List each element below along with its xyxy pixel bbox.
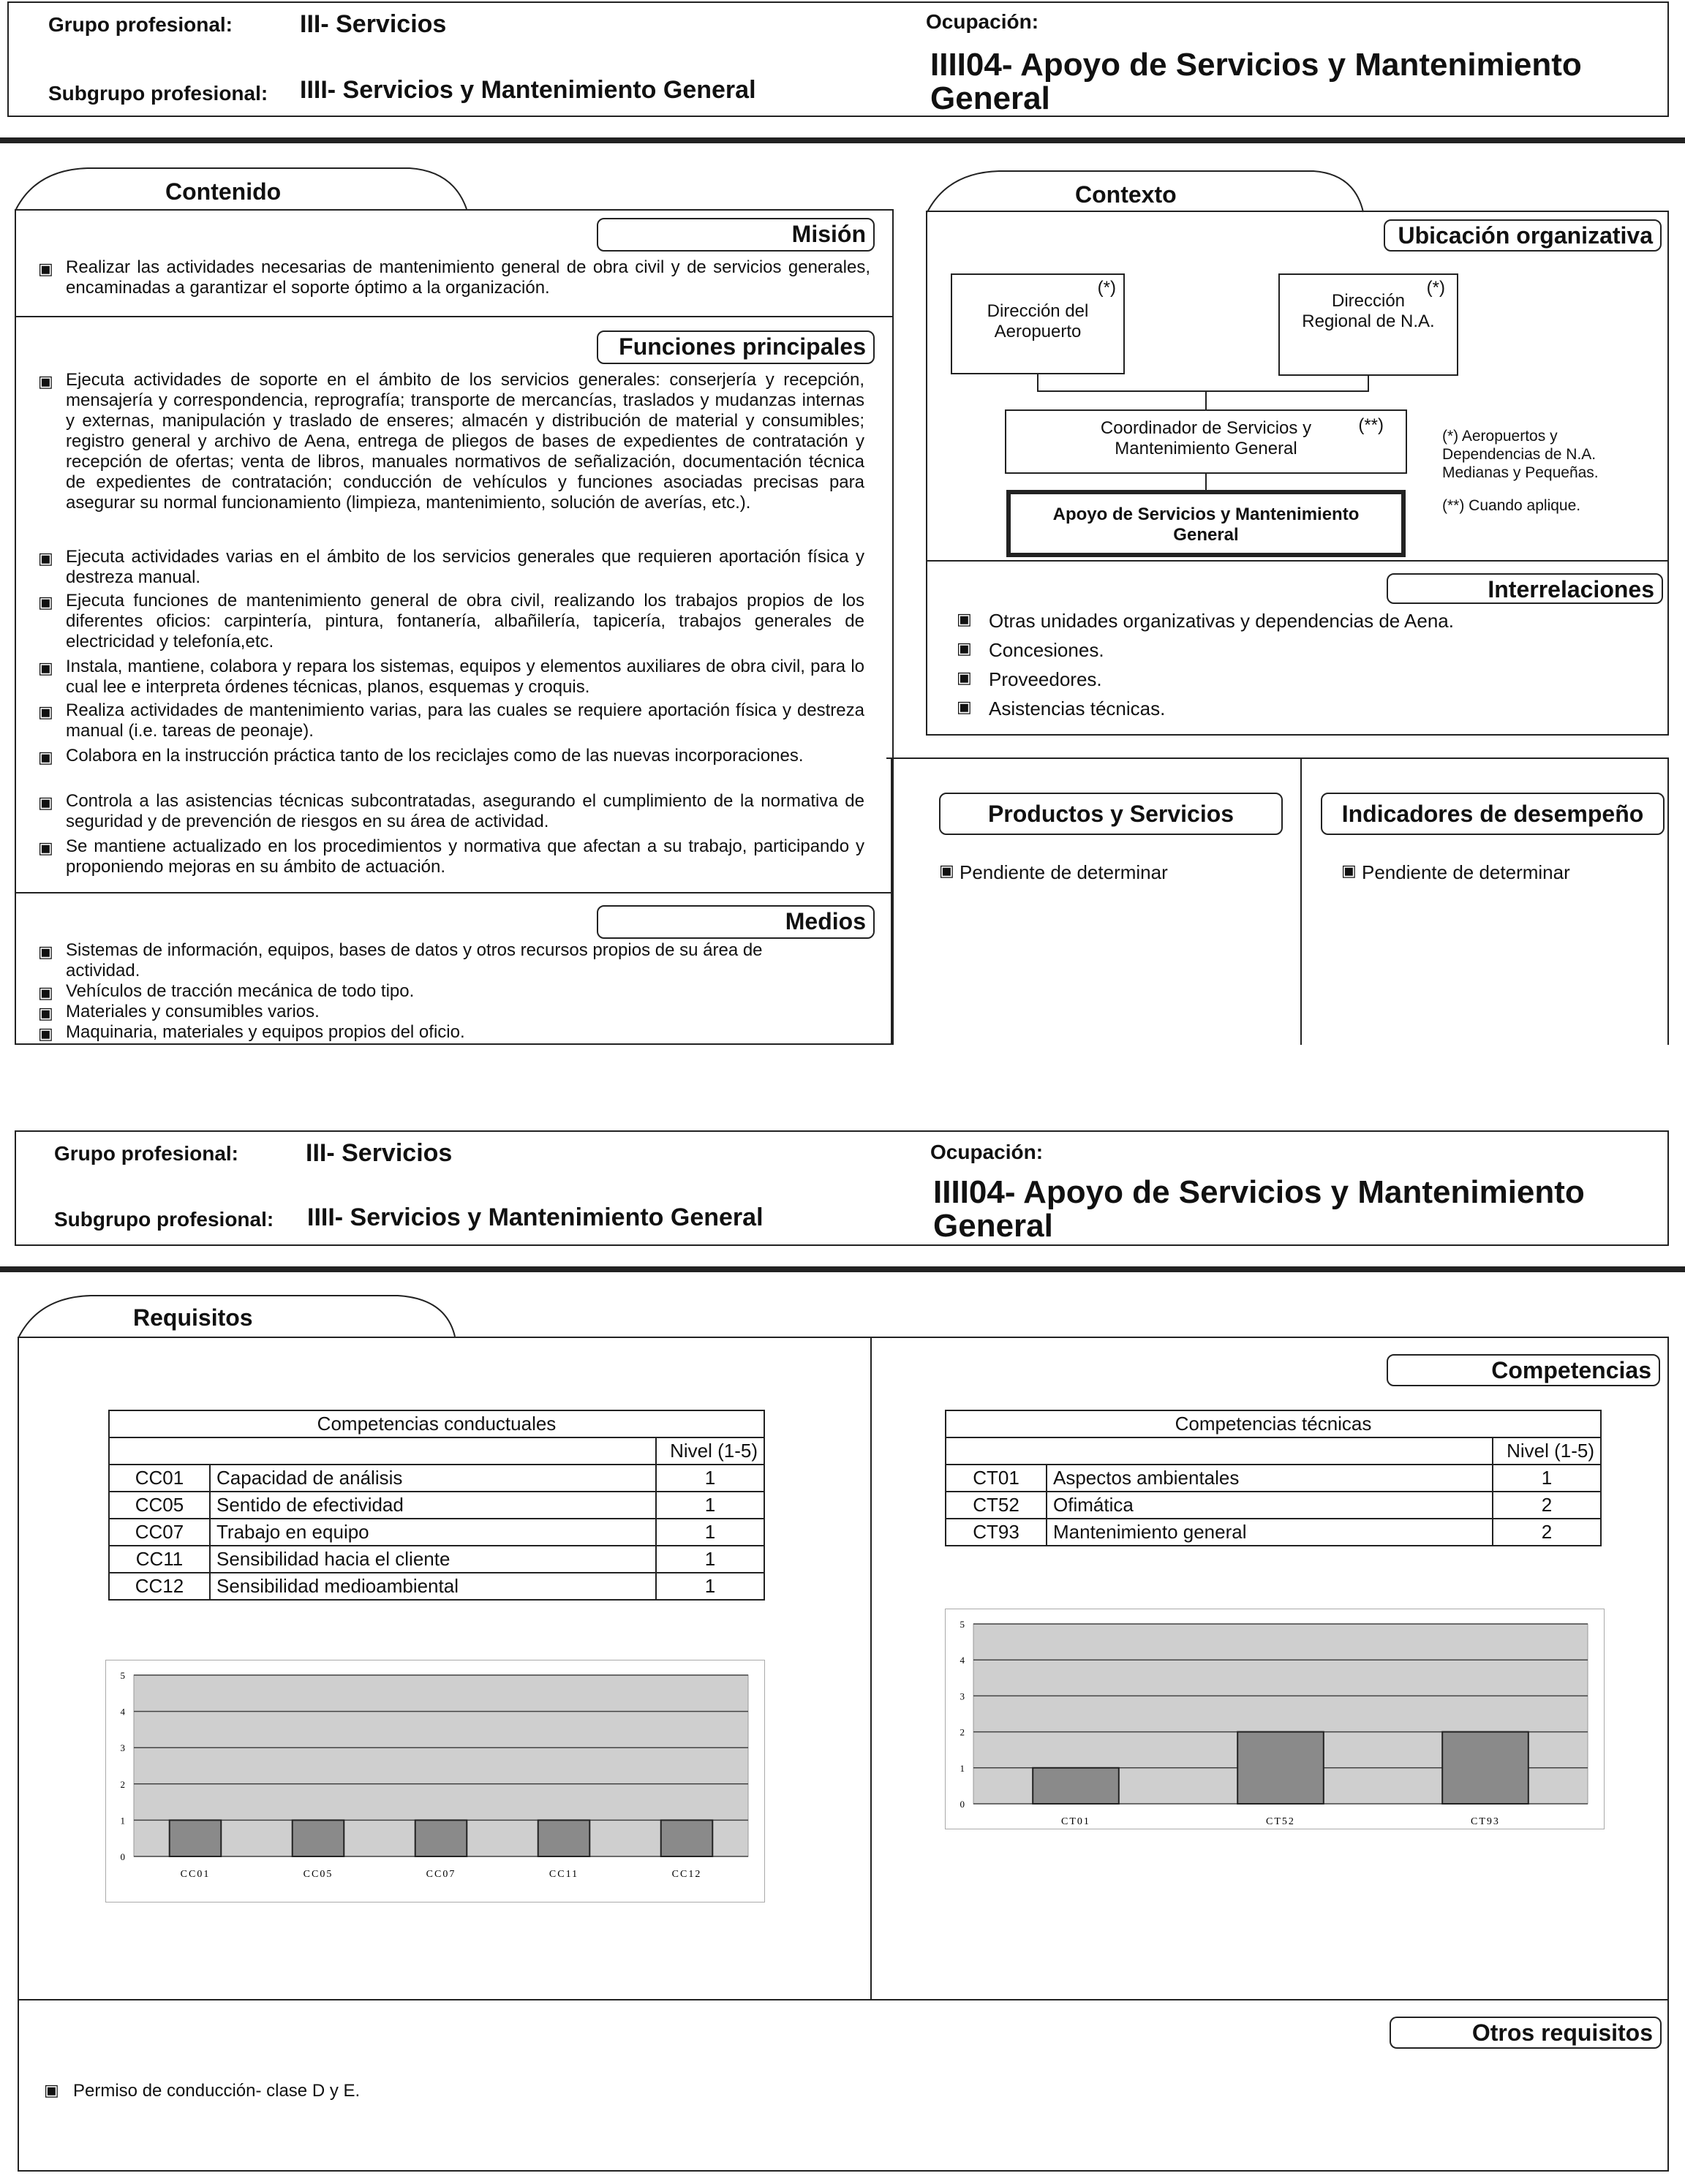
org-connector bbox=[1205, 474, 1207, 490]
bullet-icon: ▣ bbox=[1341, 861, 1357, 880]
bullet-icon: ▣ bbox=[957, 639, 972, 657]
divider bbox=[886, 757, 1669, 759]
contexto-tab-label: Contexto bbox=[1075, 181, 1177, 208]
grupo-label: Grupo profesional: bbox=[54, 1142, 238, 1165]
org-connector bbox=[1037, 374, 1038, 390]
grupo-label: Grupo profesional: bbox=[48, 13, 233, 36]
x-tick-label: CT01 bbox=[1061, 1816, 1090, 1827]
bullet-icon: ▣ bbox=[38, 260, 53, 278]
divider bbox=[891, 757, 892, 1045]
grupo-value: III- Servicios bbox=[300, 10, 447, 38]
divider bbox=[1667, 757, 1669, 1045]
ocupacion-label: Ocupación: bbox=[926, 10, 1039, 33]
divider bbox=[15, 892, 894, 893]
medio-item: ▣ Vehículos de tracción mecánica de todo tipo. bbox=[38, 981, 415, 1002]
medio-item: ▣ Sistemas de información, equipos, bases de datos y otros recursos propios de su área de actividad. bbox=[38, 940, 763, 980]
bullet-icon: ▣ bbox=[38, 372, 53, 390]
bar bbox=[538, 1820, 590, 1856]
bullet-icon: ▣ bbox=[939, 861, 954, 880]
divider bbox=[18, 1999, 1669, 2000]
divider bbox=[0, 1266, 1685, 1272]
interrelacion-item: ▣ Otras unidades organizativas y dependencias de Aena. bbox=[957, 610, 1454, 632]
indicadores-item: ▣ Pendiente de determinar bbox=[1341, 861, 1570, 883]
table-row: CT93 Mantenimiento general 2 bbox=[946, 1519, 1601, 1546]
bullet-icon: ▣ bbox=[38, 549, 53, 567]
table-row: CT01 Aspectos ambientales 1 bbox=[946, 1465, 1601, 1492]
bullet-icon: ▣ bbox=[957, 610, 972, 628]
bullet-icon: ▣ bbox=[38, 659, 53, 677]
y-tick-label: 3 bbox=[960, 1690, 965, 1702]
org-box-apoyo: Apoyo de Servicios y Mantenimiento General bbox=[1006, 490, 1406, 557]
ocupacion-value-line1: IIII04- Apoyo de Servicios y Mantenimiento bbox=[930, 47, 1582, 83]
bullet-icon: ▣ bbox=[38, 1004, 53, 1022]
org-mark: (**) bbox=[1358, 415, 1384, 435]
table-row: CC01 Capacidad de análisis 1 bbox=[109, 1465, 764, 1492]
org-mark: (*) bbox=[1097, 278, 1116, 298]
contenido-tab-label: Contenido bbox=[165, 178, 282, 205]
medio-item: ▣ Maquinaria, materiales y equipos propios del oficio. bbox=[38, 1022, 465, 1043]
competencias-tecnicas-table bbox=[945, 1410, 1602, 1546]
bullet-icon: ▣ bbox=[38, 983, 53, 1002]
bullet-icon: ▣ bbox=[38, 703, 53, 721]
bullet-icon: ▣ bbox=[38, 748, 53, 766]
bar bbox=[661, 1820, 713, 1856]
org-box-direccion-regional: Dirección Regional de N.A. (*) bbox=[1278, 273, 1458, 376]
divider bbox=[0, 137, 1685, 143]
y-tick-label: 0 bbox=[960, 1799, 965, 1810]
y-tick-label: 0 bbox=[120, 1851, 125, 1862]
interrelacion-item: ▣ Asistencias técnicas. bbox=[957, 698, 1166, 719]
funcion-item: ▣ Controla a las asistencias técnicas subcontratadas, asegurando el cumplimiento de la normativa de seguridad y de prevención de riesgos en su área de actividad. bbox=[38, 791, 864, 831]
y-tick-label: 3 bbox=[120, 1742, 125, 1754]
bullet-icon: ▣ bbox=[38, 942, 53, 961]
table-row: CC11 Sensibilidad hacia el cliente 1 bbox=[109, 1546, 764, 1573]
x-tick-label: CC11 bbox=[549, 1869, 579, 1880]
competencias-title: Competencias bbox=[1387, 1354, 1660, 1386]
funcion-item: ▣ Colabora en la instrucción práctica tanto de los reciclajes como de las nuevas incorporaciones. bbox=[38, 746, 804, 766]
interrelaciones-title: Interrelaciones bbox=[1387, 573, 1663, 604]
y-tick-label: 2 bbox=[120, 1778, 125, 1790]
medios-title: Medios bbox=[597, 905, 875, 939]
y-tick-label: 4 bbox=[960, 1655, 965, 1666]
org-note-2: (**) Cuando aplique. bbox=[1442, 497, 1581, 514]
bullet-icon: ▣ bbox=[38, 793, 53, 812]
interrelacion-item: ▣ Proveedores. bbox=[957, 668, 1102, 690]
subgrupo-value: IIII- Servicios y Mantenimiento General bbox=[307, 1204, 764, 1231]
otros-requisitos-item: ▣ Permiso de conducción- clase D y E. bbox=[44, 2081, 361, 2101]
requisitos-tab-label: Requisitos bbox=[133, 1304, 253, 1331]
ubicacion-title: Ubicación organizativa bbox=[1384, 219, 1662, 252]
nivel-header: Nivel (1-5) bbox=[656, 1437, 764, 1465]
divider bbox=[926, 560, 1669, 562]
bullet-icon: ▣ bbox=[38, 593, 53, 611]
divider bbox=[15, 316, 894, 317]
bar bbox=[170, 1820, 222, 1856]
table-title: Competencias técnicas bbox=[946, 1410, 1601, 1437]
org-connector bbox=[1368, 376, 1369, 390]
divider bbox=[870, 1337, 872, 2000]
ocupacion-value-line2: General bbox=[933, 1208, 1053, 1244]
subgrupo-value: IIII- Servicios y Mantenimiento General bbox=[300, 76, 756, 104]
table-title: Competencias conductuales bbox=[109, 1410, 764, 1437]
y-tick-label: 1 bbox=[120, 1815, 125, 1826]
x-tick-label: CT52 bbox=[1266, 1816, 1295, 1827]
org-connector bbox=[1037, 390, 1369, 392]
x-tick-label: CC05 bbox=[303, 1869, 333, 1880]
indicadores-title: Indicadores de desempeño bbox=[1321, 793, 1665, 835]
x-tick-label: CC07 bbox=[426, 1869, 456, 1880]
funcion-item: ▣ Se mantiene actualizado en los procedimientos y normativa que afectan a su trabajo, participando y proponiendo mejoras en su ámbito de actuación. bbox=[38, 836, 864, 877]
productos-title: Productos y Servicios bbox=[939, 793, 1283, 835]
funcion-item: ▣ Realiza actividades de mantenimiento varias, para las cuales se requiere aportación física y destreza manual (i.e. tareas de peonaje). bbox=[38, 700, 864, 741]
org-note-1: (*) Aeropuertos y Dependencias de N.A. Medianas y Pequeñas. bbox=[1442, 428, 1599, 481]
table-row: CC12 Sensibilidad medioambiental 1 bbox=[109, 1573, 764, 1600]
ocupacion-label: Ocupación: bbox=[930, 1141, 1044, 1163]
mision-title: Misión bbox=[597, 218, 875, 252]
bar bbox=[1442, 1732, 1528, 1804]
y-tick-label: 4 bbox=[120, 1706, 125, 1718]
table-row: CC07 Trabajo en equipo 1 bbox=[109, 1519, 764, 1546]
bar bbox=[1237, 1732, 1324, 1804]
funcion-item: ▣ Instala, mantiene, colabora y repara los sistemas, equipos y elementos auxiliares de obra civil, para lo cual lee e interpreta órdenes técnicas, planos, esquemas y croquis. bbox=[38, 657, 864, 697]
medio-item: ▣ Materiales y consumibles varios. bbox=[38, 1002, 320, 1022]
divider bbox=[1300, 757, 1302, 1045]
interrelacion-item: ▣ Concesiones. bbox=[957, 639, 1104, 661]
bullet-icon: ▣ bbox=[38, 1024, 53, 1043]
productos-item: ▣ Pendiente de determinar bbox=[939, 861, 1168, 883]
org-box-coordinador: Coordinador de Servicios y Mantenimiento General (**) bbox=[1005, 409, 1407, 474]
grupo-value: III- Servicios bbox=[306, 1139, 453, 1167]
bar bbox=[293, 1820, 344, 1856]
funciones-title: Funciones principales bbox=[597, 330, 875, 364]
bullet-icon: ▣ bbox=[38, 839, 53, 857]
x-tick-label: CC12 bbox=[671, 1869, 702, 1880]
nivel-header: Nivel (1-5) bbox=[1493, 1437, 1601, 1465]
x-tick-label: CC01 bbox=[180, 1869, 211, 1880]
bullet-icon: ▣ bbox=[957, 668, 972, 687]
org-connector bbox=[1205, 390, 1207, 409]
funcion-item: ▣ Ejecuta actividades de soporte en el ámbito de los servicios generales: conserjería y recepción, mensajería y correspondencia, reprografía; transporte de mercancías, traslados y mudanzas internas y externas, manipulación y traslado de enseres; almacén y distribución de material y consumibles; registro general y archivo de Aena, entrega de pliegos de bases de expedientes de contratación y recepción de ofertas; venta de libros, manuales normativos de señalización, documentación técnica de expedientes de contratación; conducción de vehículos y funciones asociadas precisas para asegurar su normal funcionamiento (limpieza, mantenimiento, solución de averías, etc.). bbox=[38, 370, 864, 513]
table-row: CT52 Ofimática 2 bbox=[946, 1492, 1601, 1519]
competencias-conductuales-chart bbox=[105, 1660, 765, 1903]
y-tick-label: 2 bbox=[960, 1726, 965, 1738]
ocupacion-value-line1: IIII04- Apoyo de Servicios y Mantenimiento bbox=[933, 1174, 1585, 1210]
y-tick-label: 1 bbox=[960, 1762, 965, 1774]
mision-text: ▣ Realizar las actividades necesarias de mantenimiento general de obra civil y de servicios generales, encaminadas a garantizar el soporte óptimo a la organización. bbox=[38, 257, 870, 298]
subgrupo-label: Subgrupo profesional: bbox=[48, 82, 268, 105]
competencias-tecnicas-chart bbox=[945, 1609, 1605, 1829]
subgrupo-label: Subgrupo profesional: bbox=[54, 1208, 274, 1231]
bar bbox=[415, 1820, 467, 1856]
bar bbox=[1033, 1768, 1119, 1804]
funcion-item: ▣ Ejecuta funciones de mantenimiento general de obra civil, realizando los trabajos propios de los diferentes oficios: carpintería, pintura, fontanería, albañilería, tapicería, trabajos generales de electricidad y telefonía,etc. bbox=[38, 591, 864, 651]
otros-requisitos-title: Otros requisitos bbox=[1390, 2017, 1662, 2049]
x-tick-label: CT93 bbox=[1471, 1816, 1500, 1827]
ocupacion-value-line2: General bbox=[930, 80, 1050, 116]
org-box-direccion-aeropuerto: Dirección del Aeropuerto (*) bbox=[951, 273, 1125, 374]
y-tick-label: 5 bbox=[120, 1670, 125, 1681]
competencias-conductuales-table bbox=[108, 1410, 765, 1601]
funcion-item: ▣ Ejecuta actividades varias en el ámbito de los servicios generales que requieren aportación física y destreza manual. bbox=[38, 547, 864, 587]
bullet-icon: ▣ bbox=[957, 698, 972, 716]
table-row: CC05 Sentido de efectividad 1 bbox=[109, 1492, 764, 1519]
org-mark: (*) bbox=[1426, 278, 1445, 298]
y-tick-label: 5 bbox=[960, 1619, 965, 1630]
bullet-icon: ▣ bbox=[44, 2081, 59, 2099]
